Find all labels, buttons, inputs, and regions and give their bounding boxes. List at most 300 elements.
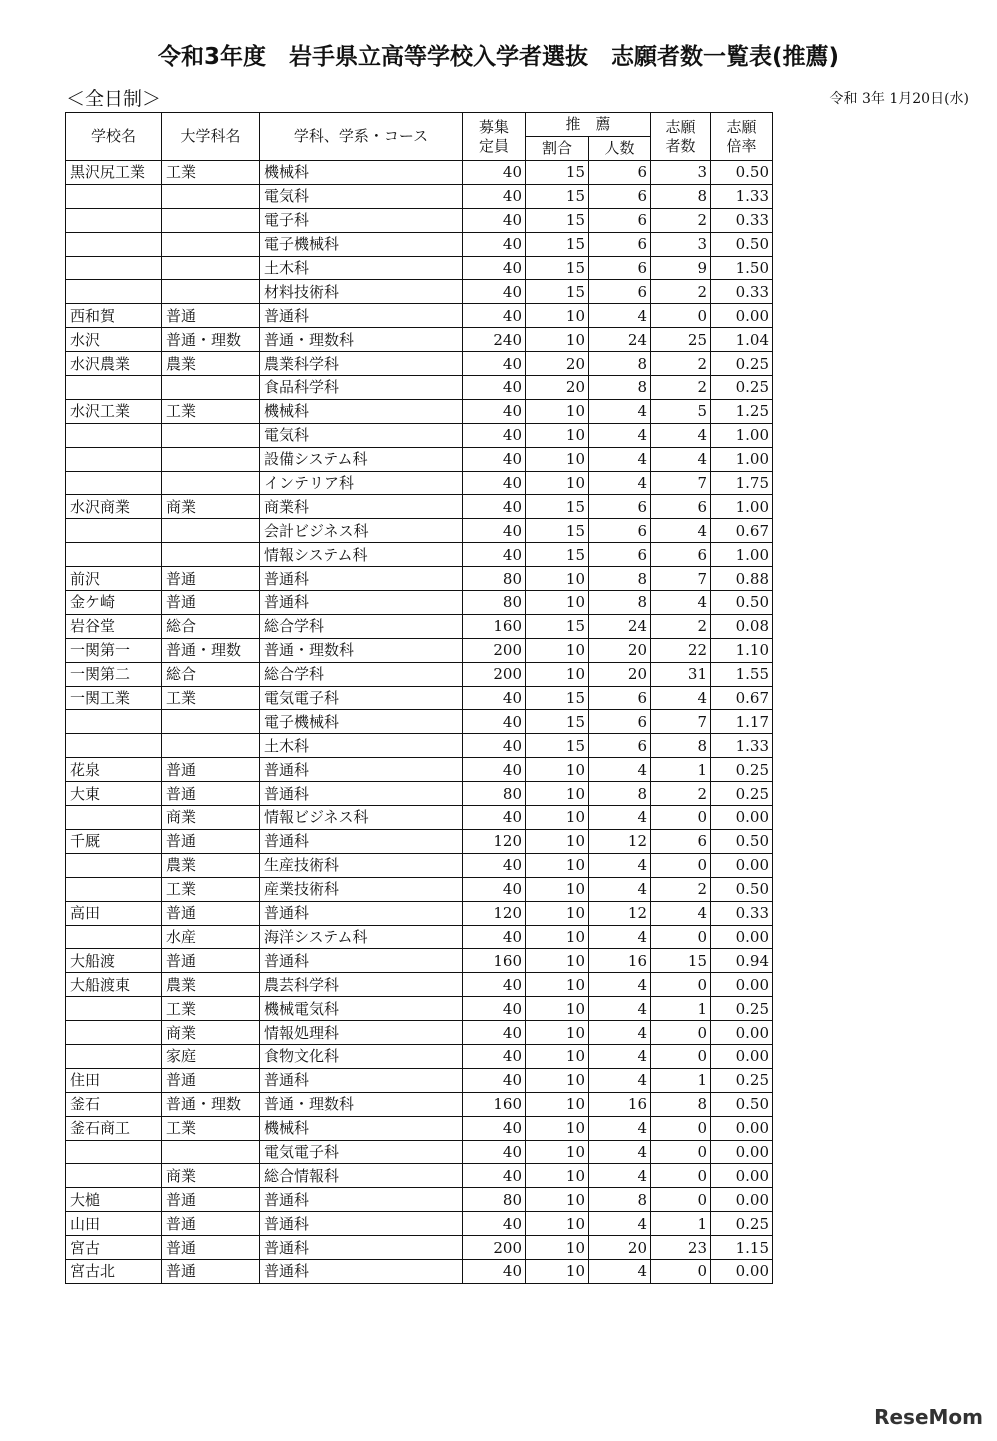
cell-capacity: 40 bbox=[463, 161, 526, 185]
cell-ratio: 10 bbox=[526, 1259, 589, 1283]
cell-ratio: 15 bbox=[526, 686, 589, 710]
cell-ratio: 10 bbox=[526, 758, 589, 782]
cell-school bbox=[66, 423, 162, 447]
cell-ratio: 15 bbox=[526, 161, 589, 185]
cell-school: 大東 bbox=[66, 782, 162, 806]
table-row bbox=[66, 1236, 773, 1260]
table-row bbox=[66, 853, 773, 877]
cell-school bbox=[66, 280, 162, 304]
cell-ratio: 15 bbox=[526, 734, 589, 758]
table-row bbox=[66, 543, 773, 567]
cell-course: 農業科学科 bbox=[260, 352, 463, 376]
cell-count: 6 bbox=[589, 232, 651, 256]
cell-capacity: 40 bbox=[463, 1116, 526, 1140]
cell-rate: 0.00 bbox=[711, 304, 773, 328]
cell-rate: 1.55 bbox=[711, 662, 773, 686]
cell-count: 24 bbox=[589, 614, 651, 638]
cell-dept: 工業 bbox=[162, 997, 260, 1021]
cell-dept: 普通 bbox=[162, 1188, 260, 1212]
cell-rate: 0.25 bbox=[711, 1212, 773, 1236]
cell-count: 4 bbox=[589, 1044, 651, 1068]
cell-rate: 0.50 bbox=[711, 1092, 773, 1116]
cell-school: 一関第一 bbox=[66, 638, 162, 662]
cell-rate: 0.00 bbox=[711, 1259, 773, 1283]
cell-course: 電子機械科 bbox=[260, 710, 463, 734]
cell-school: 釜石 bbox=[66, 1092, 162, 1116]
table-row bbox=[66, 662, 773, 686]
cell-ratio: 20 bbox=[526, 352, 589, 376]
cell-ratio: 10 bbox=[526, 1236, 589, 1260]
cell-dept: 普通・理数 bbox=[162, 1092, 260, 1116]
cell-applicants: 1 bbox=[651, 997, 711, 1021]
cell-count: 20 bbox=[589, 1236, 651, 1260]
header-suisen: 推 薦 bbox=[526, 113, 651, 137]
cell-school bbox=[66, 806, 162, 830]
cell-applicants: 2 bbox=[651, 376, 711, 400]
cell-dept: 商業 bbox=[162, 495, 260, 519]
cell-rate: 0.25 bbox=[711, 782, 773, 806]
table-row bbox=[66, 471, 773, 495]
cell-dept: 農業 bbox=[162, 352, 260, 376]
table-row bbox=[66, 710, 773, 734]
cell-ratio: 10 bbox=[526, 399, 589, 423]
cell-dept: 工業 bbox=[162, 877, 260, 901]
table-row bbox=[66, 495, 773, 519]
cell-course: 機械科 bbox=[260, 399, 463, 423]
table-row bbox=[66, 686, 773, 710]
cell-applicants: 0 bbox=[651, 1259, 711, 1283]
cell-applicants: 6 bbox=[651, 543, 711, 567]
cell-applicants: 0 bbox=[651, 1164, 711, 1188]
table-row bbox=[66, 614, 773, 638]
cell-course: 機械科 bbox=[260, 1116, 463, 1140]
cell-dept: 普通 bbox=[162, 591, 260, 615]
cell-applicants: 1 bbox=[651, 758, 711, 782]
cell-dept: 普通 bbox=[162, 1259, 260, 1283]
cell-applicants: 9 bbox=[651, 256, 711, 280]
cell-applicants: 2 bbox=[651, 208, 711, 232]
cell-dept: 普通・理数 bbox=[162, 328, 260, 352]
cell-applicants: 2 bbox=[651, 352, 711, 376]
resemom-logo: ReseMom bbox=[874, 1405, 983, 1429]
cell-count: 4 bbox=[589, 973, 651, 997]
cell-count: 16 bbox=[589, 949, 651, 973]
cell-capacity: 160 bbox=[463, 1092, 526, 1116]
cell-rate: 0.25 bbox=[711, 997, 773, 1021]
cell-course: 総合学科 bbox=[260, 662, 463, 686]
cell-ratio: 10 bbox=[526, 447, 589, 471]
cell-count: 8 bbox=[589, 782, 651, 806]
header-dept: 大学科名 bbox=[162, 113, 260, 161]
cell-applicants: 3 bbox=[651, 232, 711, 256]
cell-capacity: 40 bbox=[463, 1068, 526, 1092]
cell-rate: 0.33 bbox=[711, 208, 773, 232]
cell-applicants: 8 bbox=[651, 1092, 711, 1116]
cell-capacity: 40 bbox=[463, 686, 526, 710]
cell-applicants: 4 bbox=[651, 591, 711, 615]
cell-ratio: 10 bbox=[526, 806, 589, 830]
cell-dept: 農業 bbox=[162, 973, 260, 997]
cell-applicants: 0 bbox=[651, 1188, 711, 1212]
cell-school: 水沢工業 bbox=[66, 399, 162, 423]
cell-ratio: 15 bbox=[526, 208, 589, 232]
cell-ratio: 20 bbox=[526, 376, 589, 400]
cell-dept: 普通 bbox=[162, 901, 260, 925]
cell-course: 情報システム科 bbox=[260, 543, 463, 567]
cell-rate: 1.25 bbox=[711, 399, 773, 423]
cell-ratio: 10 bbox=[526, 829, 589, 853]
cell-ratio: 10 bbox=[526, 638, 589, 662]
cell-capacity: 80 bbox=[463, 591, 526, 615]
table-row bbox=[66, 806, 773, 830]
table-row bbox=[66, 1164, 773, 1188]
cell-rate: 1.10 bbox=[711, 638, 773, 662]
cell-count: 6 bbox=[589, 519, 651, 543]
cell-rate: 0.67 bbox=[711, 519, 773, 543]
cell-ratio: 10 bbox=[526, 1116, 589, 1140]
table-row bbox=[66, 161, 773, 185]
cell-ratio: 10 bbox=[526, 1068, 589, 1092]
cell-school: 大船渡 bbox=[66, 949, 162, 973]
cell-rate: 1.00 bbox=[711, 495, 773, 519]
cell-applicants: 0 bbox=[651, 1044, 711, 1068]
cell-count: 4 bbox=[589, 471, 651, 495]
cell-dept: 普通 bbox=[162, 758, 260, 782]
cell-count: 4 bbox=[589, 1212, 651, 1236]
cell-count: 12 bbox=[589, 829, 651, 853]
cell-course: 材料技術科 bbox=[260, 280, 463, 304]
cell-school bbox=[66, 734, 162, 758]
cell-applicants: 0 bbox=[651, 853, 711, 877]
cell-course: 会計ビジネス科 bbox=[260, 519, 463, 543]
cell-course: 普通科 bbox=[260, 1259, 463, 1283]
cell-ratio: 15 bbox=[526, 232, 589, 256]
cell-capacity: 40 bbox=[463, 853, 526, 877]
cell-course: 土木科 bbox=[260, 256, 463, 280]
cell-capacity: 40 bbox=[463, 447, 526, 471]
cell-ratio: 15 bbox=[526, 495, 589, 519]
cell-ratio: 10 bbox=[526, 782, 589, 806]
cell-rate: 1.33 bbox=[711, 734, 773, 758]
cell-count: 6 bbox=[589, 208, 651, 232]
cell-rate: 0.00 bbox=[711, 1044, 773, 1068]
cell-capacity: 40 bbox=[463, 280, 526, 304]
cell-applicants: 1 bbox=[651, 1068, 711, 1092]
cell-capacity: 40 bbox=[463, 208, 526, 232]
cell-capacity: 40 bbox=[463, 423, 526, 447]
cell-dept: 水産 bbox=[162, 925, 260, 949]
cell-school: 千厩 bbox=[66, 829, 162, 853]
cell-ratio: 10 bbox=[526, 973, 589, 997]
table-row bbox=[66, 1212, 773, 1236]
cell-count: 4 bbox=[589, 997, 651, 1021]
cell-school bbox=[66, 256, 162, 280]
cell-dept bbox=[162, 376, 260, 400]
table-row bbox=[66, 423, 773, 447]
cell-course: 設備システム科 bbox=[260, 447, 463, 471]
cell-dept: 普通 bbox=[162, 829, 260, 853]
cell-count: 4 bbox=[589, 1164, 651, 1188]
cell-capacity: 40 bbox=[463, 232, 526, 256]
header-course: 学科、学系・コース bbox=[260, 113, 463, 161]
cell-applicants: 25 bbox=[651, 328, 711, 352]
table-row bbox=[66, 1044, 773, 1068]
cell-school bbox=[66, 184, 162, 208]
cell-dept bbox=[162, 734, 260, 758]
cell-rate: 0.25 bbox=[711, 376, 773, 400]
cell-count: 20 bbox=[589, 638, 651, 662]
cell-ratio: 10 bbox=[526, 1021, 589, 1045]
cell-applicants: 0 bbox=[651, 1021, 711, 1045]
table-row bbox=[66, 399, 773, 423]
cell-ratio: 10 bbox=[526, 1164, 589, 1188]
cell-capacity: 40 bbox=[463, 543, 526, 567]
cell-rate: 0.50 bbox=[711, 829, 773, 853]
cell-count: 6 bbox=[589, 256, 651, 280]
cell-rate: 0.00 bbox=[711, 853, 773, 877]
cell-school bbox=[66, 997, 162, 1021]
cell-course: 普通科 bbox=[260, 1188, 463, 1212]
cell-rate: 0.25 bbox=[711, 758, 773, 782]
cell-dept: 工業 bbox=[162, 686, 260, 710]
cell-ratio: 10 bbox=[526, 471, 589, 495]
cell-course: 普通科 bbox=[260, 567, 463, 591]
cell-count: 16 bbox=[589, 1092, 651, 1116]
cell-ratio: 15 bbox=[526, 184, 589, 208]
cell-ratio: 15 bbox=[526, 614, 589, 638]
cell-rate: 0.25 bbox=[711, 352, 773, 376]
table-row bbox=[66, 925, 773, 949]
cell-count: 8 bbox=[589, 376, 651, 400]
cell-rate: 0.00 bbox=[711, 925, 773, 949]
cell-course: 普通科 bbox=[260, 949, 463, 973]
cell-dept: 商業 bbox=[162, 1164, 260, 1188]
cell-dept: 工業 bbox=[162, 161, 260, 185]
table-row bbox=[66, 376, 773, 400]
table-row bbox=[66, 829, 773, 853]
cell-course: 電子科 bbox=[260, 208, 463, 232]
cell-applicants: 6 bbox=[651, 829, 711, 853]
cell-applicants: 4 bbox=[651, 519, 711, 543]
cell-ratio: 10 bbox=[526, 1044, 589, 1068]
cell-rate: 0.50 bbox=[711, 232, 773, 256]
cell-count: 4 bbox=[589, 1140, 651, 1164]
cell-dept: 総合 bbox=[162, 614, 260, 638]
cell-ratio: 15 bbox=[526, 256, 589, 280]
cell-school: 西和賀 bbox=[66, 304, 162, 328]
cell-capacity: 40 bbox=[463, 471, 526, 495]
page-title: 令和3年度 岩手県立高等学校入学者選抜 志願者数一覧表(推薦) bbox=[157, 44, 840, 70]
cell-rate: 0.88 bbox=[711, 567, 773, 591]
cell-applicants: 0 bbox=[651, 973, 711, 997]
cell-capacity: 40 bbox=[463, 806, 526, 830]
cell-applicants: 0 bbox=[651, 304, 711, 328]
table-row bbox=[66, 1259, 773, 1283]
cell-dept: 普通 bbox=[162, 949, 260, 973]
cell-ratio: 10 bbox=[526, 328, 589, 352]
subtitle: ＜全日制＞ bbox=[66, 88, 162, 110]
cell-applicants: 22 bbox=[651, 638, 711, 662]
cell-dept bbox=[162, 232, 260, 256]
cell-count: 6 bbox=[589, 686, 651, 710]
cell-school bbox=[66, 1140, 162, 1164]
cell-count: 6 bbox=[589, 710, 651, 734]
cell-ratio: 15 bbox=[526, 710, 589, 734]
cell-dept: 商業 bbox=[162, 806, 260, 830]
cell-applicants: 6 bbox=[651, 495, 711, 519]
cell-school: 一関第二 bbox=[66, 662, 162, 686]
cell-rate: 1.04 bbox=[711, 328, 773, 352]
cell-course: 総合情報科 bbox=[260, 1164, 463, 1188]
cell-applicants: 15 bbox=[651, 949, 711, 973]
cell-capacity: 40 bbox=[463, 734, 526, 758]
cell-dept bbox=[162, 519, 260, 543]
cell-ratio: 15 bbox=[526, 519, 589, 543]
cell-count: 4 bbox=[589, 853, 651, 877]
cell-course: 情報ビジネス科 bbox=[260, 806, 463, 830]
cell-dept: 農業 bbox=[162, 853, 260, 877]
cell-capacity: 40 bbox=[463, 710, 526, 734]
cell-capacity: 40 bbox=[463, 1164, 526, 1188]
cell-ratio: 10 bbox=[526, 1092, 589, 1116]
cell-count: 4 bbox=[589, 877, 651, 901]
cell-capacity: 80 bbox=[463, 1188, 526, 1212]
cell-school: 大槌 bbox=[66, 1188, 162, 1212]
cell-school: 花泉 bbox=[66, 758, 162, 782]
cell-rate: 1.33 bbox=[711, 184, 773, 208]
cell-ratio: 10 bbox=[526, 1212, 589, 1236]
cell-capacity: 40 bbox=[463, 1212, 526, 1236]
cell-ratio: 15 bbox=[526, 543, 589, 567]
cell-course: 農芸科学科 bbox=[260, 973, 463, 997]
date: 令和 3年 1月20日(水) bbox=[829, 91, 969, 107]
cell-rate: 0.00 bbox=[711, 1188, 773, 1212]
cell-dept: 総合 bbox=[162, 662, 260, 686]
cell-applicants: 4 bbox=[651, 447, 711, 471]
cell-dept: 工業 bbox=[162, 1116, 260, 1140]
cell-rate: 1.00 bbox=[711, 447, 773, 471]
cell-count: 24 bbox=[589, 328, 651, 352]
cell-school bbox=[66, 1044, 162, 1068]
table-row bbox=[66, 184, 773, 208]
cell-count: 4 bbox=[589, 925, 651, 949]
cell-count: 4 bbox=[589, 1068, 651, 1092]
cell-applicants: 1 bbox=[651, 1212, 711, 1236]
cell-rate: 1.15 bbox=[711, 1236, 773, 1260]
cell-applicants: 0 bbox=[651, 1116, 711, 1140]
cell-course: 機械科 bbox=[260, 161, 463, 185]
cell-dept: 普通 bbox=[162, 1236, 260, 1260]
cell-course: 普通・理数科 bbox=[260, 1092, 463, 1116]
cell-course: 電気科 bbox=[260, 423, 463, 447]
cell-dept: 商業 bbox=[162, 1021, 260, 1045]
cell-rate: 0.50 bbox=[711, 161, 773, 185]
cell-applicants: 0 bbox=[651, 925, 711, 949]
cell-capacity: 40 bbox=[463, 1259, 526, 1283]
cell-course: 情報処理科 bbox=[260, 1021, 463, 1045]
cell-course: 商業科 bbox=[260, 495, 463, 519]
cell-school: 宮古北 bbox=[66, 1259, 162, 1283]
cell-rate: 0.00 bbox=[711, 973, 773, 997]
table-row bbox=[66, 519, 773, 543]
cell-applicants: 31 bbox=[651, 662, 711, 686]
table-row bbox=[66, 758, 773, 782]
cell-applicants: 2 bbox=[651, 614, 711, 638]
cell-course: 電気電子科 bbox=[260, 686, 463, 710]
cell-course: 普通科 bbox=[260, 1068, 463, 1092]
cell-applicants: 7 bbox=[651, 471, 711, 495]
cell-applicants: 2 bbox=[651, 280, 711, 304]
table-row bbox=[66, 901, 773, 925]
cell-dept bbox=[162, 447, 260, 471]
cell-ratio: 10 bbox=[526, 423, 589, 447]
cell-capacity: 80 bbox=[463, 782, 526, 806]
cell-ratio: 10 bbox=[526, 997, 589, 1021]
cell-course: 食品科学科 bbox=[260, 376, 463, 400]
cell-course: 食物文化科 bbox=[260, 1044, 463, 1068]
cell-capacity: 40 bbox=[463, 1140, 526, 1164]
cell-school: 水沢商業 bbox=[66, 495, 162, 519]
table-row bbox=[66, 1021, 773, 1045]
cell-count: 4 bbox=[589, 1021, 651, 1045]
cell-applicants: 7 bbox=[651, 710, 711, 734]
cell-ratio: 15 bbox=[526, 280, 589, 304]
cell-school bbox=[66, 232, 162, 256]
cell-school bbox=[66, 710, 162, 734]
cell-capacity: 40 bbox=[463, 519, 526, 543]
cell-count: 6 bbox=[589, 280, 651, 304]
cell-dept: 工業 bbox=[162, 399, 260, 423]
cell-school: 大船渡東 bbox=[66, 973, 162, 997]
cell-dept bbox=[162, 471, 260, 495]
cell-school bbox=[66, 543, 162, 567]
cell-course: 普通・理数科 bbox=[260, 328, 463, 352]
cell-ratio: 10 bbox=[526, 877, 589, 901]
cell-course: 普通・理数科 bbox=[260, 638, 463, 662]
header-ratio: 割合 bbox=[526, 137, 589, 161]
cell-count: 4 bbox=[589, 447, 651, 471]
cell-capacity: 160 bbox=[463, 949, 526, 973]
cell-count: 4 bbox=[589, 304, 651, 328]
cell-ratio: 10 bbox=[526, 591, 589, 615]
cell-course: 海洋システム科 bbox=[260, 925, 463, 949]
table-row bbox=[66, 1188, 773, 1212]
cell-rate: 0.00 bbox=[711, 806, 773, 830]
cell-school: 住田 bbox=[66, 1068, 162, 1092]
cell-ratio: 10 bbox=[526, 901, 589, 925]
cell-school bbox=[66, 447, 162, 471]
cell-course: 総合学科 bbox=[260, 614, 463, 638]
cell-applicants: 4 bbox=[651, 423, 711, 447]
cell-capacity: 40 bbox=[463, 352, 526, 376]
table-row bbox=[66, 256, 773, 280]
cell-school bbox=[66, 208, 162, 232]
cell-capacity: 240 bbox=[463, 328, 526, 352]
cell-ratio: 10 bbox=[526, 853, 589, 877]
cell-capacity: 40 bbox=[463, 495, 526, 519]
cell-count: 4 bbox=[589, 1116, 651, 1140]
cell-count: 4 bbox=[589, 1259, 651, 1283]
cell-dept: 普通 bbox=[162, 567, 260, 591]
cell-course: 普通科 bbox=[260, 591, 463, 615]
table-row bbox=[66, 1116, 773, 1140]
cell-count: 4 bbox=[589, 399, 651, 423]
table-row bbox=[66, 638, 773, 662]
cell-course: 産業技術科 bbox=[260, 877, 463, 901]
cell-course: 普通科 bbox=[260, 829, 463, 853]
cell-capacity: 40 bbox=[463, 925, 526, 949]
cell-capacity: 40 bbox=[463, 758, 526, 782]
